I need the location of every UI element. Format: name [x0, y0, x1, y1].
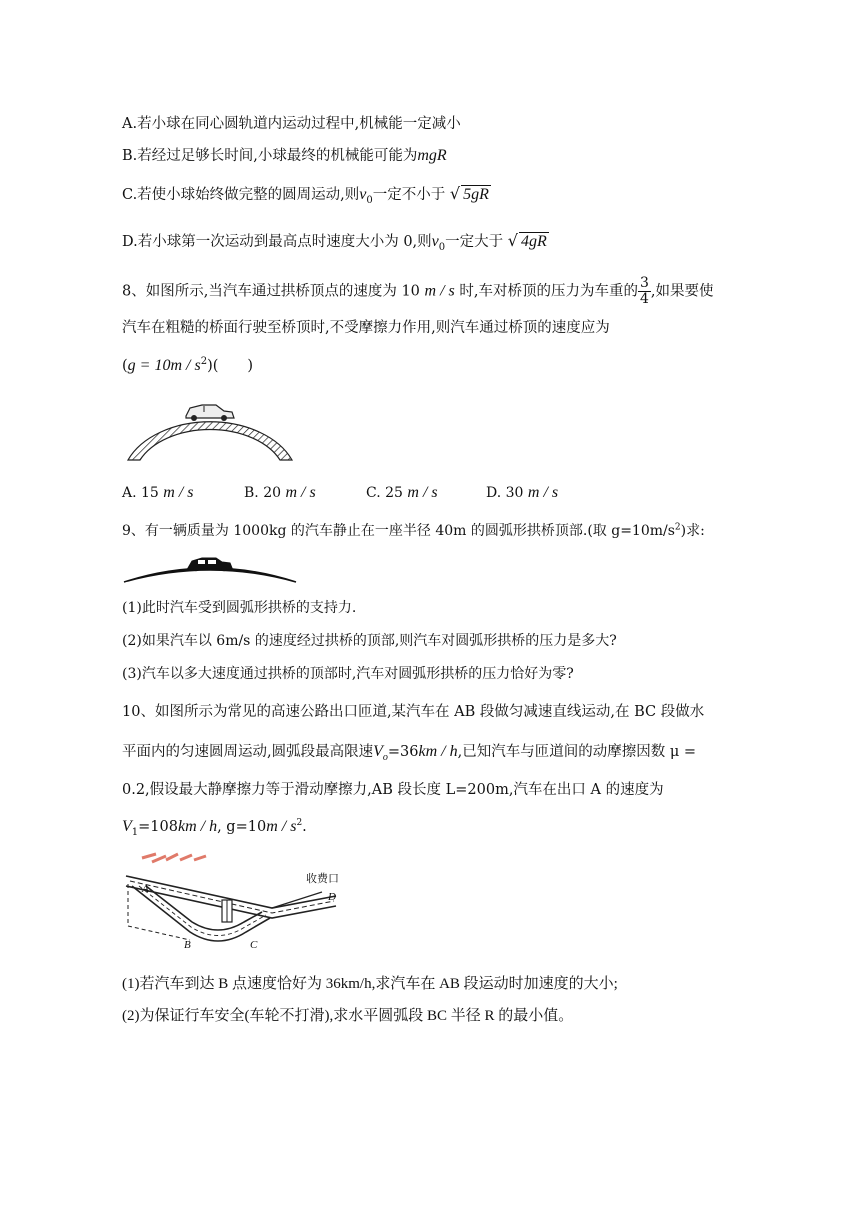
q8-stem-line1 [122, 276, 714, 307]
q7-option-d-text: D.若小球第一次运动到最高点时速度大小为 0,则 [122, 234, 432, 250]
q8-option-a: A. 15 m / s [122, 484, 194, 501]
q9-stem-text: 9、有一辆质量为 1000kg 的汽车静止在一座半径 40m 的圆弧形拱桥顶部.(取 g=10m/s [122, 523, 675, 539]
q7-option-a [122, 112, 461, 133]
point-c-label: C [250, 939, 258, 951]
q7-option-c [122, 183, 491, 206]
q7-option-c-radicand: 5gR [463, 186, 489, 203]
q10-line4: $V_1=108km / h$, $g=10m / s^2$. [122, 818, 307, 838]
q8-fraction [638, 276, 651, 307]
q10-sub1: (1)若汽车到达 B 点速度恰好为 36km/h,求汽车在 AB 段运动时加速度的大小; [122, 976, 618, 992]
toll-label: 收费口 [306, 872, 339, 885]
q7-option-d [122, 230, 549, 253]
sqrt-symbol: √ [507, 231, 518, 250]
q8-stem-line3 [122, 354, 253, 375]
q7-option-d-var: v [431, 233, 439, 250]
q8-g-exponent: 2 [200, 356, 208, 368]
q10-line1: 10、如图所示为常见的高速公路出口匝道,某汽车在 AB 段做匀减速直线运动,在 BC 段做水 [122, 704, 705, 720]
q7-option-b-text: B.若经过足够长时间,小球最终的机械能可能为 [122, 148, 418, 164]
q8-paren-close: )( ) [207, 358, 254, 374]
point-d-label: D [328, 891, 336, 903]
q10-sub2: (2)为保证行车安全(车轮不打滑),求水平圆弧段 BC 半径 R 的最小值。 [122, 1008, 574, 1024]
q8-stem-part3: ,如果要使 [650, 283, 714, 300]
q8-paren-open: ( [122, 358, 128, 374]
q9-sub2: (2)如果汽车以 6m/s 的速度经过拱桥的顶部,则汽车对圆弧形拱桥的压力是多大? [122, 633, 617, 649]
q9-sub3: (3)汽车以多大速度通过拱桥的顶部时,汽车对圆弧形拱桥的压力恰好为零? [122, 666, 574, 682]
q7-option-a-text: A.若小球在同心圆轨道内运动过程中,机械能一定减小 [122, 116, 461, 132]
q8-fraction-numerator: 3 [639, 275, 649, 291]
q10-ramp-figure [122, 852, 344, 952]
q8-bridge-figure [118, 396, 298, 464]
q8-fraction-denominator: 4 [639, 291, 649, 307]
q7-option-c-var: v [359, 186, 367, 203]
q8-g-expression: g = 10m / s [127, 357, 201, 374]
q10-line2: 平面内的匀速圆周运动,圆弧段最高限速$V_o=36km / h$,已知汽车与匝道间的动摩擦因数 μ = [122, 743, 697, 763]
q9-sub1: (1)此时汽车受到圆弧形拱桥的支持力. [122, 600, 357, 616]
q8-option-c: C. 25 m / s [366, 484, 438, 501]
q7-option-d-radicand: 4gR [520, 233, 547, 250]
q8-option-d: D. 30 m / s [486, 484, 559, 501]
q7-option-b [122, 144, 447, 165]
q10-line3: 0.2,假设最大静摩擦力等于滑动摩擦力,AB 段长度 L=200m,汽车在出口 A 的速度为 [122, 782, 664, 798]
sqrt-symbol: √ [449, 184, 461, 203]
point-b-label: B [184, 939, 191, 951]
q7-option-c-mid: 一定不小于 [372, 187, 446, 203]
q9-stem-exponent: 2 [674, 522, 681, 533]
q8-stem-part2: 时,车对桥顶的压力为车重的 [459, 283, 638, 300]
point-a-label: A [142, 883, 149, 895]
q9-stem [122, 520, 705, 540]
road-markings [142, 854, 206, 862]
car-icon [186, 405, 234, 421]
q7-option-c-sub: 0 [366, 194, 373, 206]
q9-stem-end: )求: [680, 523, 705, 539]
q7-option-d-mid: 一定大于 [445, 234, 504, 250]
q8-stem-part1: 8、如图所示,当汽车通过拱桥顶点的速度为 10 [122, 283, 420, 300]
q8-stem-line2: 汽车在粗糙的桥面行驶至桥顶时,不受摩擦力作用,则汽车通过桥顶的速度应为 [122, 320, 610, 336]
q7-option-b-math: mgR [417, 147, 447, 164]
q9-bridge-figure [120, 548, 300, 584]
q8-option-b: B. 20 m / s [244, 484, 316, 501]
q7-option-c-text: C.若使小球始终做完整的圆周运动,则 [122, 187, 360, 203]
q8-speed-unit: m / s [424, 282, 455, 300]
q7-option-d-sub: 0 [438, 241, 446, 253]
